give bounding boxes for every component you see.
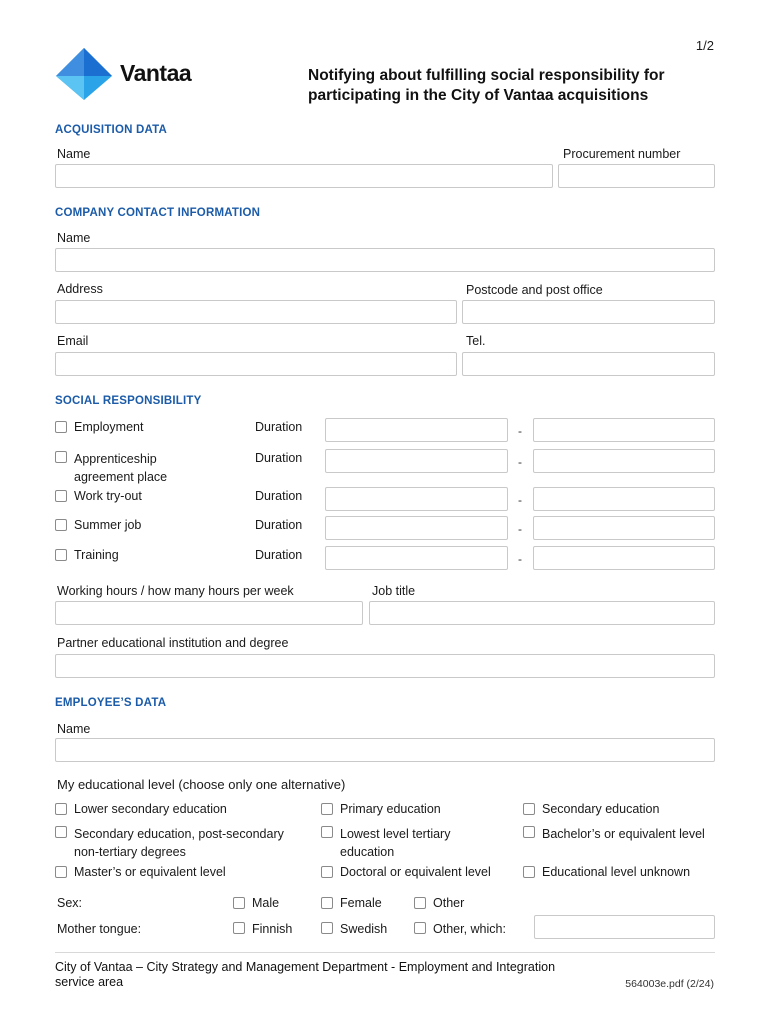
footer-text: City of Vantaa – City Strategy and Management Department - Employment and Integration service area bbox=[55, 960, 556, 989]
edu-doctoral-checkbox[interactable] bbox=[321, 866, 333, 878]
document-reference: 564003e.pdf (2/24) bbox=[625, 978, 714, 990]
training-label: Training bbox=[74, 548, 119, 562]
postcode-field[interactable] bbox=[462, 300, 715, 324]
tel-label: Tel. bbox=[466, 334, 486, 348]
partner-institution-label: Partner educational institution and degree bbox=[57, 636, 289, 650]
mother-tongue-label: Mother tongue: bbox=[57, 922, 142, 936]
summer-job-label: Summer job bbox=[74, 518, 142, 532]
sex-label: Sex: bbox=[57, 896, 83, 910]
footer-divider bbox=[55, 952, 715, 953]
edu-master-checkbox[interactable] bbox=[55, 866, 67, 878]
postcode-label: Postcode and post office bbox=[466, 283, 603, 297]
edu-secondary-label: Secondary education bbox=[542, 802, 660, 816]
summer-job-end-field[interactable] bbox=[533, 516, 715, 540]
edu-lower-secondary-label: Lower secondary education bbox=[74, 802, 227, 816]
apprenticeship-start-field[interactable] bbox=[325, 449, 508, 473]
email-label: Email bbox=[57, 334, 89, 348]
vantaa-logo-icon bbox=[54, 46, 114, 102]
employment-end-field[interactable] bbox=[533, 418, 715, 442]
sex-male-checkbox[interactable] bbox=[233, 897, 245, 909]
work-tryout-checkbox[interactable] bbox=[55, 490, 67, 502]
duration-label: Duration bbox=[255, 420, 303, 434]
sex-other-label: Other bbox=[433, 896, 465, 910]
edu-secondary-checkbox[interactable] bbox=[523, 803, 535, 815]
work-tryout-label: Work try-out bbox=[74, 489, 142, 503]
training-end-field[interactable] bbox=[533, 546, 715, 570]
address-field[interactable] bbox=[55, 300, 457, 324]
company-name-field[interactable] bbox=[55, 248, 715, 272]
training-checkbox[interactable] bbox=[55, 549, 67, 561]
edu-post-secondary-checkbox[interactable] bbox=[55, 826, 67, 838]
email-field[interactable] bbox=[55, 352, 457, 376]
working-hours-field[interactable] bbox=[55, 601, 363, 625]
acquisition-heading: ACQUISITION DATA bbox=[55, 124, 168, 136]
edu-unknown-checkbox[interactable] bbox=[523, 866, 535, 878]
page-number: 1/2 bbox=[695, 38, 714, 53]
edu-bachelor-checkbox[interactable] bbox=[523, 826, 535, 838]
tongue-other-label: Other, which: bbox=[433, 922, 506, 936]
edu-primary-checkbox[interactable] bbox=[321, 803, 333, 815]
apprenticeship-checkbox[interactable] bbox=[55, 451, 67, 463]
edu-unknown-label: Educational level unknown bbox=[542, 865, 691, 879]
dash-separator: - bbox=[518, 522, 522, 536]
job-title-field[interactable] bbox=[369, 601, 715, 625]
procurement-number-field[interactable] bbox=[558, 164, 715, 188]
partner-institution-field[interactable] bbox=[55, 654, 715, 678]
work-tryout-start-field[interactable] bbox=[325, 487, 508, 511]
training-start-field[interactable] bbox=[325, 546, 508, 570]
company-name-label: Name bbox=[57, 231, 91, 245]
employment-start-field[interactable] bbox=[325, 418, 508, 442]
duration-label: Duration bbox=[255, 518, 303, 532]
dash-separator: - bbox=[518, 493, 522, 507]
edu-doctoral-label: Doctoral or equivalent level bbox=[340, 865, 491, 879]
duration-label: Duration bbox=[255, 548, 303, 562]
sex-other-checkbox[interactable] bbox=[414, 897, 426, 909]
dash-separator: - bbox=[518, 552, 522, 566]
summer-job-start-field[interactable] bbox=[325, 516, 508, 540]
working-hours-label: Working hours / how many hours per week bbox=[57, 584, 294, 598]
summer-job-checkbox[interactable] bbox=[55, 519, 67, 531]
tongue-other-checkbox[interactable] bbox=[414, 922, 426, 934]
edu-primary-label: Primary education bbox=[340, 802, 441, 816]
dash-separator: - bbox=[518, 455, 522, 469]
education-level-label: My educational level (choose only one alternative) bbox=[57, 777, 346, 792]
procurement-number-label: Procurement number bbox=[563, 147, 681, 161]
edu-bachelor-label: Bachelor’s or equivalent level bbox=[542, 827, 705, 841]
job-title-label: Job title bbox=[372, 584, 416, 598]
edu-post-secondary-label: Secondary education, post-secondary non-tertiary degrees bbox=[74, 827, 284, 859]
edu-lowest-tertiary-checkbox[interactable] bbox=[321, 826, 333, 838]
employee-heading: EMPLOYEE’S DATA bbox=[55, 697, 167, 709]
page-title: Notifying about fulfilling social responsibility for participating in the City of Vantaa acquisitions bbox=[308, 67, 665, 104]
address-label: Address bbox=[57, 282, 103, 296]
company-heading: COMPANY CONTACT INFORMATION bbox=[55, 207, 261, 219]
edu-lower-secondary-checkbox[interactable] bbox=[55, 803, 67, 815]
tongue-swedish-checkbox[interactable] bbox=[321, 922, 333, 934]
sex-female-label: Female bbox=[340, 896, 382, 910]
edu-master-label: Master’s or equivalent level bbox=[74, 865, 226, 879]
tel-field[interactable] bbox=[462, 352, 715, 376]
acquisition-name-field[interactable] bbox=[55, 164, 553, 188]
work-tryout-end-field[interactable] bbox=[533, 487, 715, 511]
dash-separator: - bbox=[518, 424, 522, 438]
social-heading: SOCIAL RESPONSIBILITY bbox=[55, 395, 202, 407]
tongue-swedish-label: Swedish bbox=[340, 922, 388, 936]
sex-male-label: Male bbox=[252, 896, 280, 910]
logo-text: Vantaa bbox=[120, 60, 192, 86]
tongue-finnish-checkbox[interactable] bbox=[233, 922, 245, 934]
tongue-other-field[interactable] bbox=[534, 915, 715, 939]
employee-name-label: Name bbox=[57, 722, 91, 736]
tongue-finnish-label: Finnish bbox=[252, 922, 293, 936]
acquisition-name-label: Name bbox=[57, 147, 91, 161]
employment-checkbox[interactable] bbox=[55, 421, 67, 433]
duration-label: Duration bbox=[255, 451, 303, 465]
employee-name-field[interactable] bbox=[55, 738, 715, 762]
apprenticeship-label: Apprenticeship agreement place bbox=[74, 452, 168, 484]
duration-label: Duration bbox=[255, 489, 303, 503]
apprenticeship-end-field[interactable] bbox=[533, 449, 715, 473]
employment-label: Employment bbox=[74, 420, 144, 434]
edu-lowest-tertiary-label: Lowest level tertiary education bbox=[340, 827, 451, 859]
sex-female-checkbox[interactable] bbox=[321, 897, 333, 909]
